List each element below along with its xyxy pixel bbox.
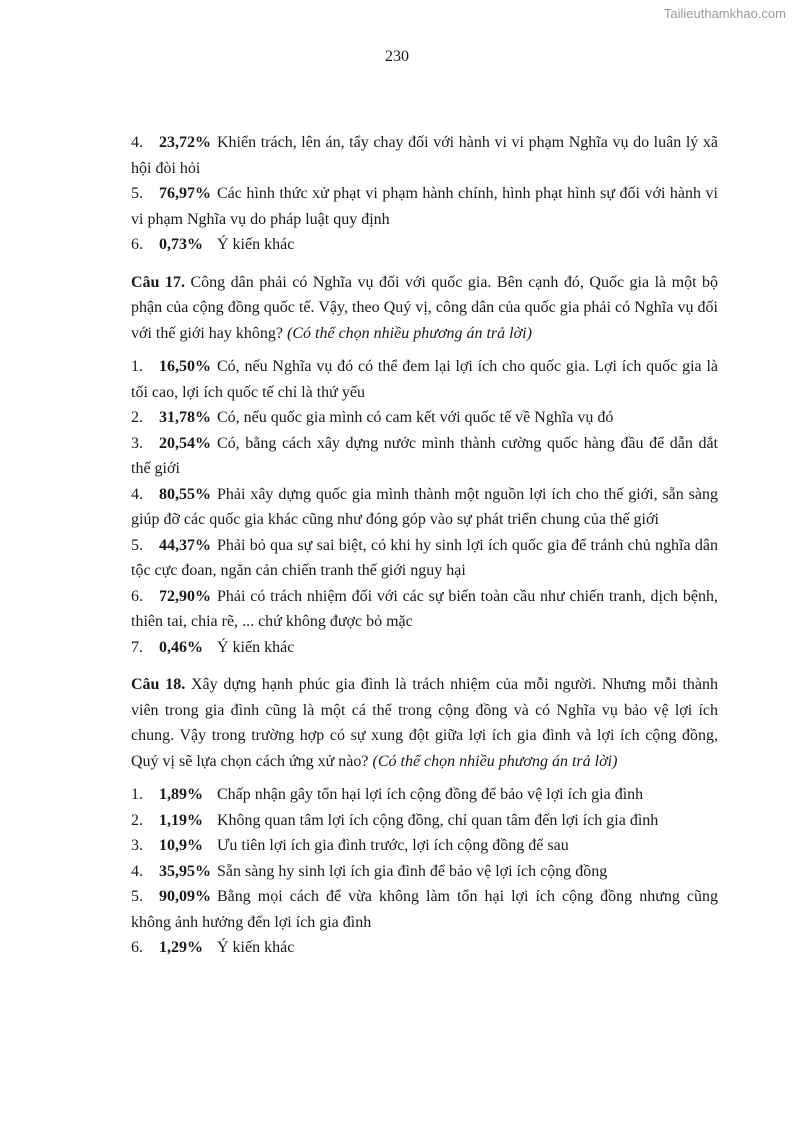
question-label: Câu 17. xyxy=(131,273,185,291)
item-text: Sẵn sàng hy sinh lợi ích gia đình để bảo vệ lợi ích cộng đồng xyxy=(217,862,608,880)
item-percentage: 90,09% xyxy=(159,888,211,905)
question-18 xyxy=(131,672,718,774)
item-text: Ý kiến khác xyxy=(217,638,295,656)
item-text: Không quan tâm lợi ích cộng đồng, chỉ quan tâm đến lợi ích gia đình xyxy=(217,811,659,829)
item-text: Ý kiến khác xyxy=(217,236,295,253)
item-percentage: 16,50% xyxy=(159,358,211,375)
item-text: Phải xây dựng quốc gia mình thành một nguồn lợi ích cho thế giới, sẵn sàng giúp đỡ các quốc gia khác cũng như đóng góp vào sự phát triển chung của thế giới xyxy=(131,485,718,528)
list-item xyxy=(131,431,718,482)
item-text: Ưu tiên lợi ích gia đình trước, lợi ích cộng đồng để sau xyxy=(217,837,569,854)
item-text: Chấp nhận gây tổn hại lợi ích cộng đồng để bảo vệ lợi ích gia đình xyxy=(217,786,644,803)
item-text: Các hình thức xử phạt vi phạm hành chính, hình phạt hình sự đối với hành vi vi phạm Nghĩa vụ do pháp luật quy định xyxy=(131,185,718,228)
question-hint: (Có thể chọn nhiều phương án trả lời) xyxy=(372,752,618,770)
list-item xyxy=(131,482,718,533)
item-percentage: 44,37% xyxy=(159,536,211,554)
item-percentage: 72,90% xyxy=(159,587,211,605)
list-item xyxy=(131,635,718,661)
item-number: 5. xyxy=(131,536,143,554)
question-text: Xây dựng hạnh phúc gia đình là trách nhiệm của mỗi người. Nhưng mỗi thành viên trong gia đình cũng là một cá thể trong cộng đồng và có Nghĩa vụ bảo vệ lợi ích chung. Vậy trong trường hợp có sự xung đột giữa lợi ích gia đình và lợi ích cộng đồng, Quý vị sẽ lựa chọn cách ứng xử nào? xyxy=(131,676,719,770)
list-item xyxy=(131,405,718,431)
question-label: Câu 18. xyxy=(131,676,186,693)
item-percentage: 23,72% xyxy=(159,134,211,151)
item-text: Có, bằng cách xây dựng nước mình thành cường quốc hàng đầu để dẫn dắt thế giới xyxy=(131,434,718,477)
item-text: Bằng mọi cách để vừa không làm tổn hại lợi ích cộng đồng nhưng cũng không ảnh hưởng đến lợi ích gia đình xyxy=(131,888,718,931)
item-percentage: 1,29% xyxy=(159,939,203,956)
list-item xyxy=(131,859,718,885)
item-text: Có, nếu quốc gia mình có cam kết với quốc tế về Nghĩa vụ đó xyxy=(217,409,614,426)
watermark: Tailieuthamkhao.com xyxy=(663,6,786,21)
item-number: 1. xyxy=(131,358,143,375)
item-number: 4. xyxy=(131,862,143,880)
item-text: Phải có trách nhiệm đối với các sự biến toàn cầu như chiến tranh, dịch bệnh, thiên tai, chia rẽ, ... chứ không được bỏ mặc xyxy=(131,587,718,630)
page-number: 230 xyxy=(385,48,409,65)
list-item xyxy=(131,533,718,584)
list-item xyxy=(131,782,718,808)
item-number: 5. xyxy=(131,185,143,202)
item-text: Có, nếu Nghĩa vụ đó có thể đem lại lợi ích cho quốc gia. Lợi ích quốc gia là tối cao, lợi ích quốc tế chỉ là thứ yếu xyxy=(131,358,718,401)
item-percentage: 20,54% xyxy=(159,434,211,452)
question-hint: (Có thể chọn nhiều phương án trả lời) xyxy=(287,324,532,342)
list-item xyxy=(131,833,718,859)
list-item xyxy=(131,884,718,935)
item-text: Ý kiến khác xyxy=(217,939,295,956)
item-text: Khiển trách, lên án, tẩy chay đối với hành vi vi phạm Nghĩa vụ do luân lý xã hội đòi hỏi xyxy=(131,134,718,177)
list-item xyxy=(131,232,718,258)
item-number: 7. xyxy=(131,638,143,656)
item-percentage: 1,19% xyxy=(159,811,203,829)
list-item xyxy=(131,130,718,181)
document-body xyxy=(131,130,718,961)
item-number: 6. xyxy=(131,587,143,605)
continued-answer-list xyxy=(131,130,718,258)
item-number: 2. xyxy=(131,409,143,426)
item-percentage: 0,46% xyxy=(159,638,203,656)
item-number: 4. xyxy=(131,485,143,503)
question-18-answers xyxy=(131,782,718,961)
item-number: 3. xyxy=(131,837,143,854)
item-percentage: 35,95% xyxy=(159,862,211,880)
question-17 xyxy=(131,270,718,347)
list-item xyxy=(131,808,718,834)
list-item xyxy=(131,181,718,232)
item-number: 6. xyxy=(131,236,143,253)
item-percentage: 76,97% xyxy=(159,185,211,202)
item-number: 4. xyxy=(131,134,143,151)
item-number: 6. xyxy=(131,939,143,956)
list-item xyxy=(131,584,718,635)
item-number: 1. xyxy=(131,786,143,803)
item-number: 2. xyxy=(131,811,143,829)
question-17-answers xyxy=(131,354,718,660)
item-percentage: 31,78% xyxy=(159,409,211,426)
item-text: Phải bỏ qua sự sai biệt, có khi hy sinh lợi ích quốc gia để tránh chủ nghĩa dân tộc cực đoan, ngăn cản chiến tranh thế giới nguy hại xyxy=(131,536,718,579)
list-item xyxy=(131,935,718,961)
item-percentage: 10,9% xyxy=(159,837,203,854)
list-item xyxy=(131,354,718,405)
item-number: 5. xyxy=(131,888,143,905)
question-text: Công dân phải có Nghĩa vụ đối với quốc gia. Bên cạnh đó, Quốc gia là một bộ phận của cộng đồng quốc tế. Vậy, theo Quý vị, công dân của quốc gia phải có Nghĩa vụ đối với thế giới hay không? xyxy=(131,273,719,342)
item-percentage: 80,55% xyxy=(159,485,211,503)
item-percentage: 0,73% xyxy=(159,236,203,253)
item-number: 3. xyxy=(131,434,143,452)
item-percentage: 1,89% xyxy=(159,786,203,803)
